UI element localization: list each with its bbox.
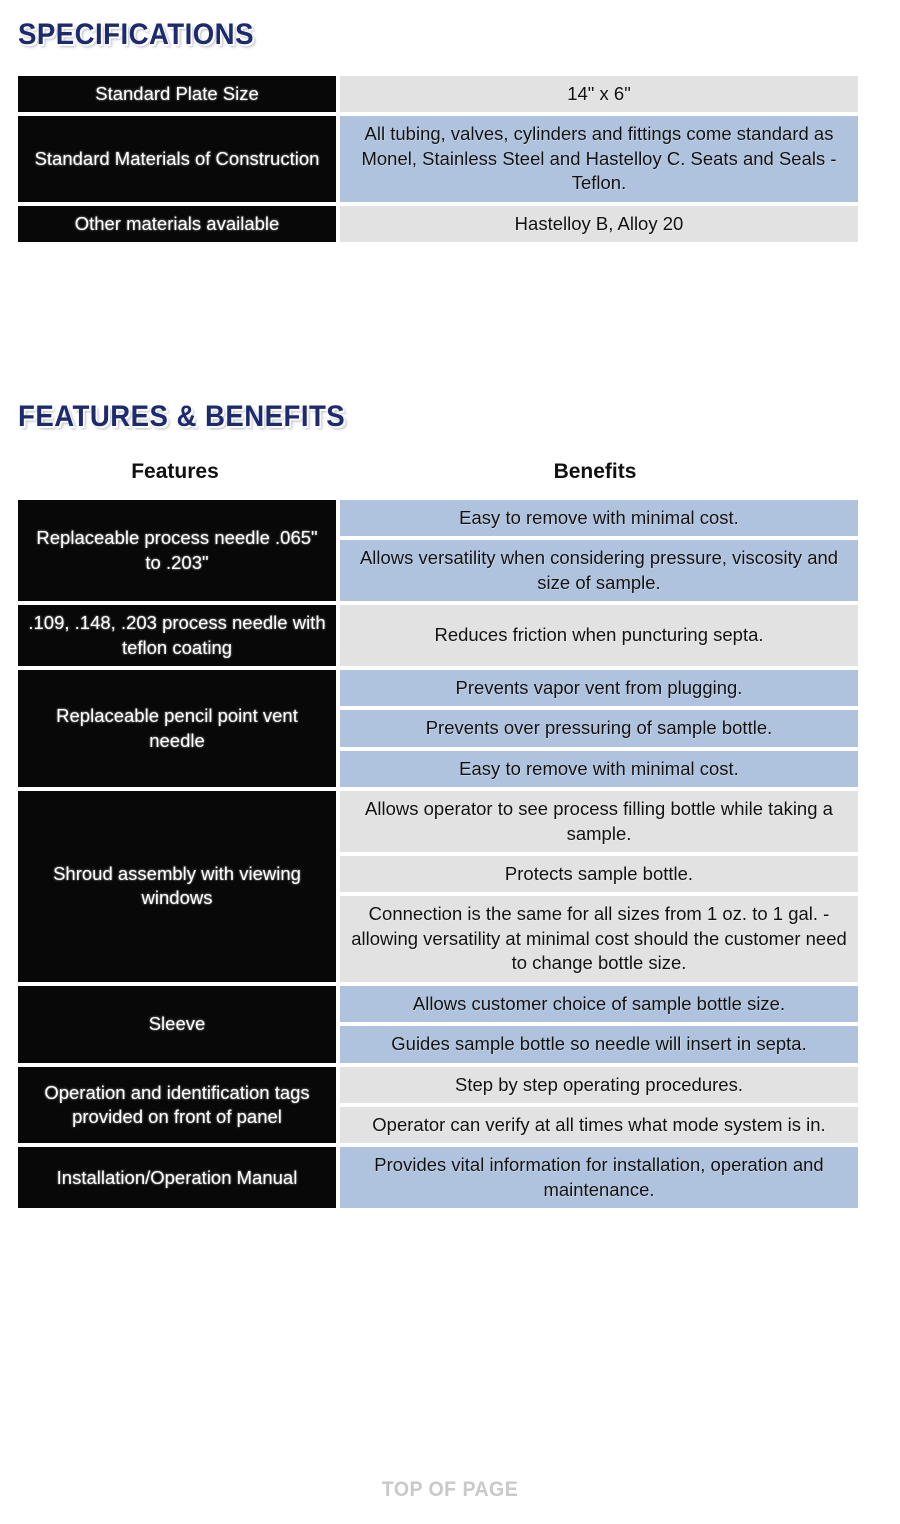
- benefit-cell: Step by step operating procedures.: [340, 1067, 858, 1103]
- benefit-cell: Prevents over pressuring of sample bottle.: [340, 710, 858, 746]
- benefit-cell: Operator can verify at all times what mode system is in.: [340, 1107, 858, 1143]
- table-row: [18, 670, 858, 706]
- feature-cell: Shroud assembly with viewing windows: [18, 791, 336, 981]
- benefit-cell: Allows versatility when considering pressure, viscosity and size of sample.: [340, 540, 858, 601]
- spec-value-cell: All tubing, valves, cylinders and fittings come standard as Monel, Stainless Steel and Hastelloy C. Seats and Seals - Teflon.: [340, 116, 858, 201]
- feature-cell: Replaceable process needle .065" to .203": [18, 500, 336, 601]
- features-benefits-column-headers: [14, 460, 854, 484]
- spec-value-cell: Hastelloy B, Alloy 20: [340, 206, 858, 242]
- column-header-features: Features: [131, 460, 219, 483]
- specifications-heading: SPECIFICATIONS: [18, 18, 254, 51]
- feature-cell: Installation/Operation Manual: [18, 1147, 336, 1208]
- benefit-cell: Connection is the same for all sizes from 1 oz. to 1 gal. - allowing versatility at minimal cost should the customer need to change bottle size.: [340, 896, 858, 981]
- table-row: [18, 500, 858, 536]
- column-header-benefits: Benefits: [553, 460, 637, 483]
- feature-cell: Sleeve: [18, 986, 336, 1063]
- feature-cell: Operation and identification tags provided on front of panel: [18, 1067, 336, 1144]
- benefit-cell: Guides sample bottle so needle will insert in septa.: [340, 1026, 858, 1062]
- benefit-cell: Easy to remove with minimal cost.: [340, 751, 858, 787]
- spec-label-cell: Standard Materials of Construction: [18, 116, 336, 201]
- table-row: [18, 791, 858, 852]
- benefit-cell: Allows operator to see process filling bottle while taking a sample.: [340, 791, 858, 852]
- specifications-table: [14, 72, 862, 246]
- benefit-cell: Protects sample bottle.: [340, 856, 858, 892]
- table-row: [18, 1067, 858, 1103]
- spec-value-cell: 14" x 6": [340, 76, 858, 112]
- benefit-cell: Allows customer choice of sample bottle size.: [340, 986, 858, 1022]
- table-row: [18, 116, 858, 201]
- spec-label-cell: Standard Plate Size: [18, 76, 336, 112]
- table-row: [18, 986, 858, 1022]
- table-row: [18, 76, 858, 112]
- features-benefits-table: [14, 496, 862, 1212]
- table-row: [18, 206, 858, 242]
- benefit-cell: Reduces friction when puncturing septa.: [340, 605, 858, 666]
- feature-cell: Replaceable pencil point vent needle: [18, 670, 336, 787]
- table-row: [18, 1147, 858, 1208]
- benefit-cell: Prevents vapor vent from plugging.: [340, 670, 858, 706]
- table-row: [18, 605, 858, 666]
- top-of-page-link[interactable]: TOP OF PAGE: [381, 1478, 519, 1501]
- benefit-cell: Provides vital information for installation, operation and maintenance.: [340, 1147, 858, 1208]
- feature-cell: .109, .148, .203 process needle with teflon coating: [18, 605, 336, 666]
- benefit-cell: Easy to remove with minimal cost.: [340, 500, 858, 536]
- features-benefits-heading: FEATURES & BENEFITS: [18, 400, 346, 433]
- spec-label-cell: Other materials available: [18, 206, 336, 242]
